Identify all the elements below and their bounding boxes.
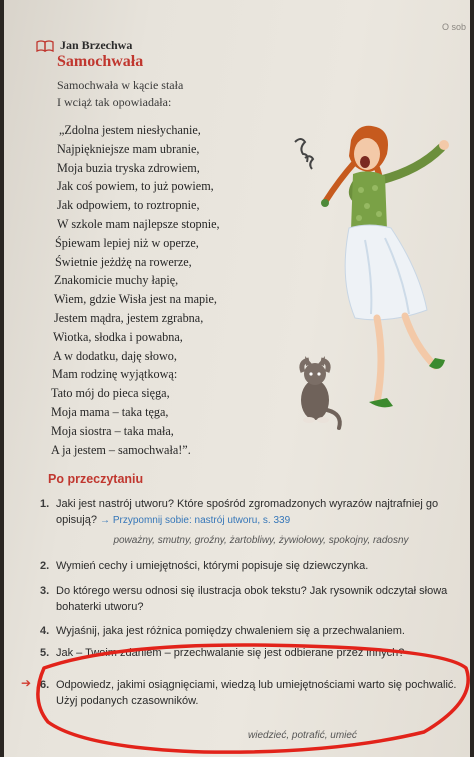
intro-line: Samochwała w kącie stała [57, 78, 184, 92]
poem-intro [57, 77, 183, 111]
poem-line: Jestem mądra, jestem zgrabna, [54, 310, 204, 325]
music-notes-icon [295, 139, 313, 169]
question-number: 3. [40, 585, 50, 597]
book-icon [36, 40, 54, 52]
intro-line: I wciąż tak opowiadała: [57, 95, 172, 109]
poem-line: Jak coś powiem, to już powiem, [57, 179, 214, 194]
girl-and-cat-illustration [269, 110, 469, 440]
question-number: 5. [40, 647, 50, 659]
section-title: Po przeczytaniu [48, 472, 144, 486]
question-text: Odpowiedz, jakimi osiągnięciami, wiedzą lub umiejętnościami warto się pochwalić. Użyj podanych czasowników. [56, 679, 457, 707]
question-6 [40, 677, 466, 709]
poem-line: „Zdolna jestem niesłychanie, [59, 123, 201, 137]
textbook-page [4, 0, 470, 757]
poem-line: Jak odpowiem, to roztropnie, [57, 198, 200, 213]
question-text: Wymień cechy i umiejętności, którymi popisuje się dziewczynka. [56, 560, 369, 572]
poem-line: Mam rodzinę wyjątkową: [52, 367, 178, 382]
question-number: 2. [40, 560, 50, 572]
question-number: 1. [40, 498, 50, 510]
question-text: Jaki jest nastrój utworu? Które spośród zgromadzonych wyrazów najtrafniej go opisują? [56, 498, 439, 526]
verb-list: wiedzieć, potrafić, umieć [248, 730, 357, 741]
poem-line: A ja jestem – samochwała!”. [51, 442, 191, 457]
poem-line: Znakomicie muchy łapię, [54, 273, 179, 288]
poem-line: Świetnie jeżdżę na rowerze, [55, 254, 192, 269]
question-number: 6. [40, 679, 50, 691]
reference-link[interactable]: → Przypomnij sobie: nastrój utworu, s. 339 [100, 515, 291, 526]
question-text: Jak – Twoim zdaniem – przechwalanie się jest odbierane przez innych? [56, 647, 405, 659]
poem-line: W szkole mam najlepsze stopnie, [57, 216, 220, 231]
poem-line: Moja buzia tryska zdrowiem, [57, 160, 200, 175]
cat-icon [301, 356, 340, 428]
question-5 [40, 645, 466, 661]
corner-note: O sob [441, 22, 466, 32]
arrow-right-icon: ➔ [21, 676, 32, 690]
poem-line: Śpiewam lepiej niż w operze, [55, 235, 199, 250]
question-2 [40, 558, 466, 574]
question-3 [40, 583, 466, 615]
poem-line: Moja siostra – taka mała, [51, 423, 174, 438]
word-list: poważny, smutny, groźny, żartobliwy, żywiołowy, spokojny, radosny [113, 535, 409, 546]
poem-line: Tato mój do pieca sięga, [51, 386, 170, 401]
question-text: Do którego wersu odnosi się ilustracja obok tekstu? Jak rysownik odczytał słowa bohaterki utworu? [56, 585, 448, 613]
question-text: Wyjaśnij, jaka jest różnica pomiędzy chwaleniem się a przechwalaniem. [56, 625, 405, 637]
poem-line: Najpiękniejsze mam ubranie, [57, 141, 200, 156]
author-name: Jan Brzechwa [60, 38, 133, 52]
poem-line: Wiotka, słodka i powabna, [53, 329, 183, 344]
question-4 [40, 623, 466, 639]
poem-title: Samochwała [57, 53, 144, 70]
author-row [36, 38, 132, 53]
question-1 [40, 496, 466, 549]
poem-line: Moja mama – taka tęga, [51, 404, 169, 419]
question-number: 4. [40, 625, 50, 637]
poem-line: Wiem, gdzie Wisła jest na mapie, [54, 292, 217, 307]
poem-body [51, 121, 220, 459]
poem-line: A w dodatku, daję słowo, [53, 348, 177, 363]
